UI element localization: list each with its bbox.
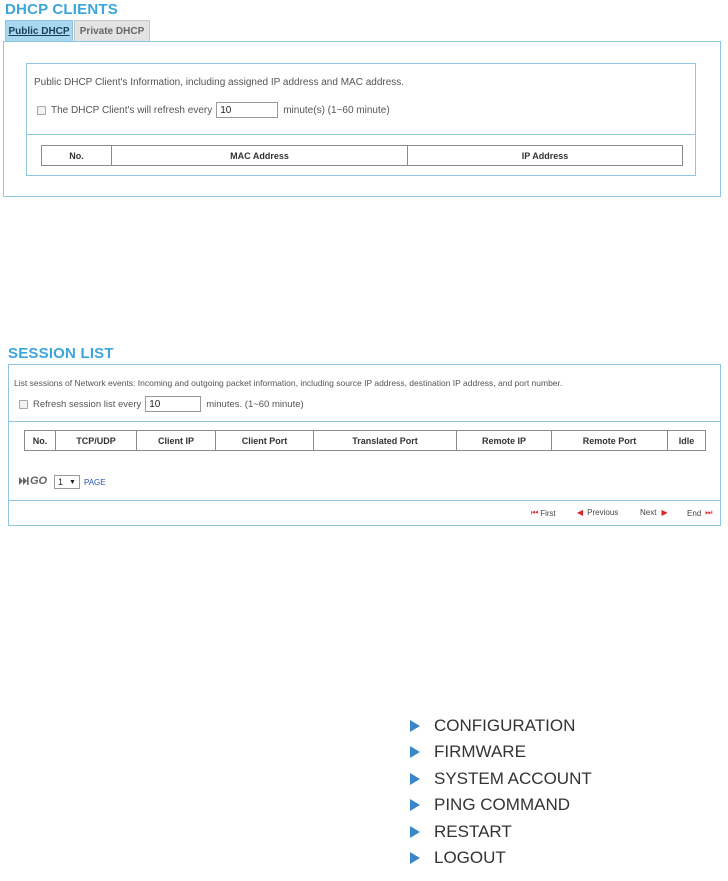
first-page-link[interactable]	[531, 508, 556, 518]
menu-item-logout[interactable]	[410, 848, 506, 868]
session-col-client-ip: Client IP	[137, 431, 216, 451]
session-refresh-row	[19, 396, 304, 412]
session-col-no: No.	[25, 431, 56, 451]
dropdown-arrow-icon: ▼	[69, 478, 76, 486]
dhcp-col-no: No.	[42, 146, 112, 166]
first-icon: ⏮	[531, 508, 539, 517]
dhcp-refresh-checkbox[interactable]	[37, 106, 46, 115]
dhcp-refresh-unit: minute(s) (1~60 minute)	[283, 104, 390, 116]
dhcp-table	[41, 145, 683, 166]
fast-forward-icon	[19, 477, 29, 485]
session-col-idle: Idle	[668, 431, 706, 451]
menu-item-restart[interactable]	[410, 822, 512, 842]
menu-item-configuration[interactable]	[410, 716, 575, 736]
menu-item-label: LOGOUT	[434, 848, 506, 867]
end-label: End	[687, 508, 702, 518]
first-label: First	[540, 508, 556, 518]
menu-item-ping-command[interactable]	[410, 795, 570, 815]
page-label: PAGE	[83, 477, 106, 487]
next-page-link[interactable]	[640, 508, 668, 517]
arrow-right-icon	[410, 799, 420, 811]
session-description: List sessions of Network events: Incoming and outgoing packet information, including source IP address, destination IP address, and port number.	[14, 378, 563, 388]
menu-item-label: SYSTEM ACCOUNT	[434, 769, 592, 788]
arrow-right-icon	[410, 746, 420, 758]
previous-icon: ◀	[577, 508, 584, 517]
previous-label: Previous	[587, 508, 619, 517]
arrow-right-icon	[410, 720, 420, 732]
menu-item-firmware[interactable]	[410, 742, 526, 762]
session-col-client-port: Client Port	[216, 431, 314, 451]
page-select[interactable]	[54, 475, 80, 489]
session-divider-top	[8, 421, 721, 422]
session-col-remote-port: Remote Port	[552, 431, 668, 451]
page-select-row	[54, 475, 106, 489]
session-table	[24, 430, 706, 451]
session-col-protocol: TCP/UDP	[56, 431, 137, 451]
dhcp-description: Public DHCP Client's Information, including assigned IP address and MAC address.	[34, 77, 405, 88]
previous-page-link[interactable]	[577, 508, 618, 517]
dhcp-col-ip: IP Address	[408, 146, 683, 166]
menu-item-label: FIRMWARE	[434, 742, 526, 761]
session-refresh-unit: minutes. (1~60 minute)	[206, 398, 304, 410]
dhcp-col-mac: MAC Address	[112, 146, 408, 166]
tab-private-dhcp[interactable]: Private DHCP	[74, 20, 150, 41]
menu-item-label: RESTART	[434, 822, 512, 841]
end-icon: ⏭	[705, 508, 713, 517]
session-table-header	[25, 431, 706, 451]
dhcp-refresh-input[interactable]	[216, 102, 278, 118]
session-refresh-checkbox[interactable]	[19, 400, 28, 409]
session-divider-bottom	[8, 500, 721, 501]
session-list-title: SESSION LIST	[8, 345, 114, 362]
end-page-link[interactable]	[687, 508, 712, 518]
next-label: Next	[640, 508, 657, 517]
menu-item-system-account[interactable]	[410, 769, 592, 789]
dhcp-divider	[26, 134, 696, 135]
arrow-right-icon	[410, 852, 420, 864]
session-col-translated-port: Translated Port	[314, 431, 457, 451]
dhcp-clients-title: DHCP CLIENTS	[5, 1, 118, 18]
session-refresh-input[interactable]	[145, 396, 201, 412]
menu-item-label: PING COMMAND	[434, 795, 570, 814]
session-refresh-label: Refresh session list every	[33, 398, 142, 410]
tab-public-dhcp[interactable]: Public DHCP	[5, 20, 73, 41]
arrow-right-icon	[410, 826, 420, 838]
dhcp-refresh-row	[37, 102, 390, 118]
arrow-right-icon	[410, 773, 420, 785]
go-label: GO	[30, 475, 48, 487]
menu-item-label: CONFIGURATION	[434, 716, 576, 735]
dhcp-table-header	[42, 146, 683, 166]
next-icon: ▶	[661, 508, 668, 517]
dhcp-refresh-label: The DHCP Client's will refresh every	[51, 104, 213, 116]
session-col-remote-ip: Remote IP	[457, 431, 552, 451]
page-go-control[interactable]	[19, 475, 47, 487]
page-select-value: 1	[58, 477, 64, 487]
